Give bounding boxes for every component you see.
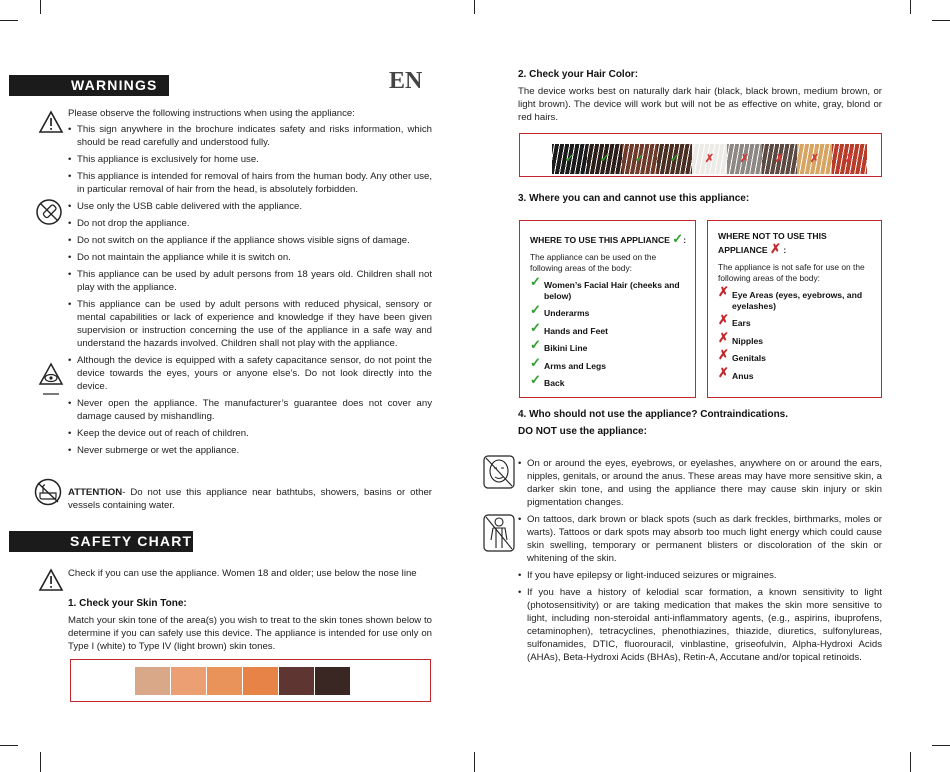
cross-icon: ✗ — [704, 153, 715, 165]
area-item — [718, 347, 875, 364]
skin-tone-swatch — [207, 667, 242, 695]
cross-icon: ✗ — [739, 153, 750, 165]
crop-mark — [40, 0, 41, 14]
crop-mark — [932, 20, 950, 21]
skin-tone-swatch — [135, 667, 170, 695]
warning-item: • This appliance is intended for removal of hairs from the human body. Any other use, in particular removal of hair from the head, is absolutely forbidden. — [68, 170, 432, 196]
cross-icon: ✗ — [718, 284, 729, 299]
hair-color-swatch — [832, 144, 867, 174]
warning-item: • This appliance can be used by adult persons from 18 years old. Children shall not play with the appliance. — [68, 268, 432, 294]
cannot-use-list — [718, 284, 875, 381]
warnings-title: WARNINGS — [71, 77, 158, 93]
crop-mark — [0, 745, 18, 746]
hair-color-swatch — [552, 144, 587, 174]
skin-tone-swatch — [171, 667, 206, 695]
check-icon: ✓ — [634, 153, 645, 165]
area-item — [718, 284, 875, 311]
area-item — [530, 274, 687, 301]
warning-item: • Although the device is equipped with a safety capacitance sensor, do not point the device towards the eyes, yours or anyone else’s. Do not look directly into the device. — [68, 354, 432, 393]
warning-item: • Do not switch on the appliance if the appliance shows visible signs of damage. — [68, 234, 432, 247]
check-icon: ✓ — [530, 337, 541, 352]
warnings-list — [68, 107, 432, 461]
cannot-use-title: WHERE NOT TO USE THIS APPLIANCE ✗ : — [718, 231, 827, 256]
can-use-box — [519, 220, 696, 398]
hair-color-swatch — [622, 144, 657, 174]
area-label: Underarms — [544, 308, 590, 318]
hair-swatch-row — [552, 134, 867, 178]
check-icon: ✓ — [530, 319, 541, 335]
warnings-intro: Please observe the following instructions when using the appliance: — [68, 108, 355, 119]
safety-chart-banner — [9, 531, 193, 552]
warning-item: • Never open the appliance. The manufacturer’s guarantee does not cover any damage caused by mishandling. — [68, 397, 432, 423]
attention-text: - Do not use this appliance near bathtubs, showers, basins or other vessels containing water. — [68, 487, 432, 511]
area-item — [718, 312, 875, 329]
cross-icon: ✗ — [770, 241, 781, 256]
no-device-icon — [35, 198, 63, 226]
language-badge: EN — [389, 68, 423, 94]
hair-color-swatch — [762, 144, 797, 174]
area-item — [530, 372, 687, 389]
area-label: Nipples — [732, 335, 764, 346]
contraindications-subheading: DO NOT use the appliance: — [518, 426, 647, 437]
cross-icon: ✗ — [809, 153, 820, 165]
contraindications-list — [518, 457, 882, 668]
crop-mark — [474, 752, 475, 772]
area-label: Ears — [732, 318, 751, 328]
skin-tone-heading: 1. Check your Skin Tone: — [68, 598, 187, 609]
cross-icon: ✗ — [718, 312, 729, 327]
cross-icon: ✗ — [774, 153, 785, 165]
skin-tone-swatch — [243, 667, 278, 695]
area-item — [718, 329, 875, 347]
cannot-use-subtitle: The appliance is not safe for use on the following areas of the body: — [718, 262, 865, 283]
contraindication-item: • On tattoos, dark brown or black spots (such as dark freckles, birthmarks, moles or warts). Tattoos or dark spots may absorb too much light energy which could cause skin swelling, temporary or permanent blisters or discoloration of the skin or whitening of the skin. — [518, 513, 882, 565]
area-item — [530, 337, 687, 354]
hair-color-chart — [519, 133, 882, 177]
warning-item: • Do not drop the appliance. — [68, 217, 432, 230]
area-item — [530, 302, 687, 319]
cross-icon: ✗ — [718, 364, 729, 380]
hair-color-swatch — [727, 144, 762, 174]
can-use-title: WHERE TO USE THIS APPLIANCE ✓: — [530, 231, 687, 246]
hair-color-swatch — [587, 144, 622, 174]
warning-item: • This sign anywhere in the brochure indicates safety and risks information, which should be read carefully and understood fully. — [68, 123, 432, 149]
contraindication-item: • If you have a history of kelodial scar formation, a known sensitivity to light (photosensitivity) or are taking medication that makes the skin more sensitive to light, including non-steroidal anti-inflammatory agents, (e.g., aspirins, ibuprofens, cetaminophen), tetracyclines, phenothiazines, thiazide, diuretics, sulfonylureas, sulfonamides, DTIC, fluorouracil, vinblastine, griseofulvin, Alpha-Hydroxi Acids (AHAs), Beta-Hydroxi Acids (BHAs), Retin-A, Accutane and/or topical retinoids. — [518, 586, 882, 664]
check-icon: ✓ — [564, 153, 575, 165]
skin-tone-swatch — [315, 667, 350, 695]
crop-mark — [40, 752, 41, 772]
warnings-banner — [9, 75, 169, 96]
warning-item: • Do not maintain the appliance while it is switch on. — [68, 251, 432, 264]
can-use-subtitle: The appliance can be used on the following areas of the body: — [530, 252, 657, 273]
warning-item: • Keep the device out of reach of children. — [68, 427, 432, 440]
warning-item: • This appliance can be used by adult persons with reduced physical, sensory or mental capabilities or lack of experience and knowledge if they have been given supervision or instruction concerning the use of the appliance in a safe way and understand the hazards involved. Children shall not play with the appliance. — [68, 298, 432, 350]
crop-mark — [910, 0, 911, 14]
area-label: Eye Areas (eyes, eyebrows, and eyelashes) — [732, 290, 863, 311]
area-label: Women’s Facial Hair (cheeks and below) — [544, 280, 680, 301]
warning-item: • Use only the USB cable delivered with the appliance. — [68, 200, 432, 213]
check-icon: ✓ — [530, 354, 541, 370]
area-label: Hands and Feet — [544, 325, 608, 336]
no-bathtub-icon — [32, 478, 64, 506]
contraindication-item: • On or around the eyes, eyebrows, or eyelashes, anywhere on or around the ears, nipples, genitals, or around the anus. These areas may have more sensitive skin, a darker skin tone, and using the appliance there may cause skin injury or skin pigmentation changes. — [518, 457, 882, 509]
cross-icon: ✗ — [718, 329, 729, 345]
cross-icon: ✗ — [718, 347, 729, 362]
eye-icon — [38, 362, 64, 398]
check-icon: ✓ — [599, 153, 610, 165]
crop-mark — [474, 0, 475, 14]
warning-triangle-icon — [38, 568, 64, 592]
hair-color-swatch — [692, 144, 727, 174]
area-label: Anus — [732, 370, 754, 381]
attention-label: ATTENTION — [68, 487, 123, 498]
can-use-list — [530, 274, 687, 389]
skin-tone-row — [135, 667, 351, 695]
area-label: Genitals — [732, 353, 766, 363]
warning-item: • This appliance is exclusively for home use. — [68, 153, 432, 166]
safety-chart-intro: Check if you can use the appliance. Women 18 and older; use below the nose line — [68, 568, 417, 579]
hair-color-text: The device works best on naturally dark hair (black, black brown, medium brown, or light brown). The device will work but will not be as effective on white, gray, blond or red hairs. — [518, 86, 882, 123]
face-icon — [483, 455, 515, 489]
safety-chart-title: SAFETY CHART — [70, 533, 193, 549]
area-label: Bikini Line — [544, 343, 588, 353]
areas-heading: 3. Where you can and cannot use this appliance: — [518, 193, 750, 204]
warning-triangle-icon — [38, 110, 64, 134]
cannot-use-box — [707, 220, 882, 398]
skin-tone-swatch — [279, 667, 314, 695]
area-item — [718, 364, 875, 382]
hair-color-swatch — [797, 144, 832, 174]
check-icon: ✓ — [672, 231, 684, 246]
crop-mark — [910, 752, 911, 772]
contraindication-item: • If you have epilepsy or light-induced seizures or migraines. — [518, 569, 882, 582]
crop-mark — [932, 745, 950, 746]
body-icon — [483, 514, 515, 552]
contraindications-heading: 4. Who should not use the appliance? Contraindications. — [518, 409, 789, 420]
area-item — [530, 354, 687, 372]
area-item — [530, 319, 687, 337]
attention-note — [68, 486, 432, 512]
check-icon: ✓ — [530, 302, 541, 317]
check-icon: ✓ — [669, 153, 680, 165]
area-label: Arms and Legs — [544, 360, 607, 371]
skin-tone-text: Match your skin tone of the area(s) you wish to treat to the skin tones shown below to determine if you can safely use this device. The appliance is intended for use only on Type I (white) to Type IV (light brown) skin tones. — [68, 615, 432, 652]
cross-icon: ✗ — [844, 153, 855, 165]
crop-mark — [0, 20, 18, 21]
warning-item: • Never submerge or wet the appliance. — [68, 444, 432, 457]
hair-color-heading: 2. Check your Hair Color: — [518, 69, 639, 80]
area-label: Back — [544, 378, 565, 388]
check-icon: ✓ — [530, 372, 541, 387]
check-icon: ✓ — [530, 274, 541, 289]
hair-color-swatch — [657, 144, 692, 174]
skin-tone-chart — [70, 659, 431, 702]
